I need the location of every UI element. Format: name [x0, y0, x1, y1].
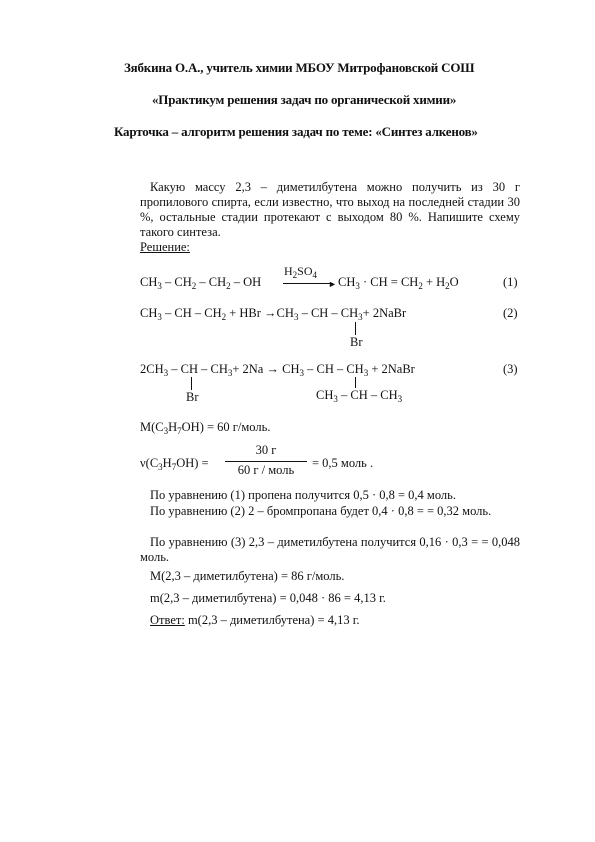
answer-label: Ответ:	[150, 613, 185, 627]
reaction-3-bond-left	[191, 377, 192, 390]
fraction-denominator: 60 г / моль	[237, 463, 295, 477]
reaction-3-bond-right	[355, 377, 356, 388]
reaction-2-bond	[355, 322, 356, 335]
answer-line	[150, 613, 360, 628]
reaction-1-reagent: $H_2SO_4$	[284, 264, 318, 280]
reaction-1-number: (1)	[503, 275, 518, 289]
fraction-numerator: 30 г	[255, 443, 277, 457]
calc-line-4: M(2,3 – диметилбутена) = 86 г/моль.	[150, 569, 345, 583]
calc-line-2: По уравнению (2) 2 – бромпропана будет 0,4 · 0,8 = = 0,32 моль.	[150, 504, 492, 518]
reaction-2-substituent: Br	[350, 335, 363, 349]
reaction-3-substituent-left: Br	[186, 390, 199, 404]
calc-line-5: m(2,3 – диметилбутена) = 0,048 · 86 = 4,13 г.	[150, 591, 386, 605]
reaction-3-number: (3)	[503, 362, 518, 376]
reaction-1-right: $CH_3$ · CH = $CH_2 + H_2O$	[338, 275, 459, 291]
amount-result: = 0,5 моль .	[312, 456, 374, 470]
calc-line-3: По уравнению (3) 2,3 – диметилбутена получится 0,16 · 0,3 = = 0,048 моль.	[140, 535, 520, 564]
calc-line-1: По уравнению (1) пропена получится 0,5 · 0,8 = 0,4 моль.	[150, 488, 456, 502]
reaction-1-arrow-line	[283, 283, 333, 284]
solution-label: Решение:	[140, 240, 190, 254]
course-title: «Практикум решения задач по органической химии»	[152, 92, 457, 107]
card-title: Карточка – алгоритм решения задач по теме: «Синтез алкенов»	[114, 124, 478, 139]
amount-left: $\nu(C_3H_7OH)$ =	[140, 456, 209, 472]
reaction-3-main: $2CH_3$ – CH – $CH_3+ 2Na \to CH_3$ – CH – $CH_3$ + 2NaBr	[140, 362, 415, 378]
fraction-bar	[225, 461, 307, 462]
reaction-2-number: (2)	[503, 306, 518, 320]
molar-mass-line: $M(C_3H_7OH) = 60$ г/моль.	[140, 420, 271, 436]
reaction-1-arrow-head: ►	[328, 279, 337, 289]
reaction-1-left: $CH_3 - CH_2 - CH_2$ – OH	[140, 275, 262, 291]
answer-text: m(2,3 – диметилбутена) = 4,13 г.	[184, 613, 360, 627]
reaction-3-substituent-right: $CH_3$ – CH – $CH_3$	[316, 388, 403, 404]
task-text: Какую массу 2,3 – диметилбутена можно получить из 30 г пропилового спирта, если известно, что выход на последней стадии 30 %, остальные стадии протекают с выходом 80 %. Напишите схему такого синтеза.	[140, 180, 520, 239]
author-line: Зябкина О.А., учитель химии МБОУ Митрофановской СОШ	[124, 60, 475, 75]
reaction-2-main: $CH_3$ – CH – $CH_2$ + HBr $\to CH_3$ – CH – $CH_3+$ 2NaBr	[140, 306, 407, 322]
